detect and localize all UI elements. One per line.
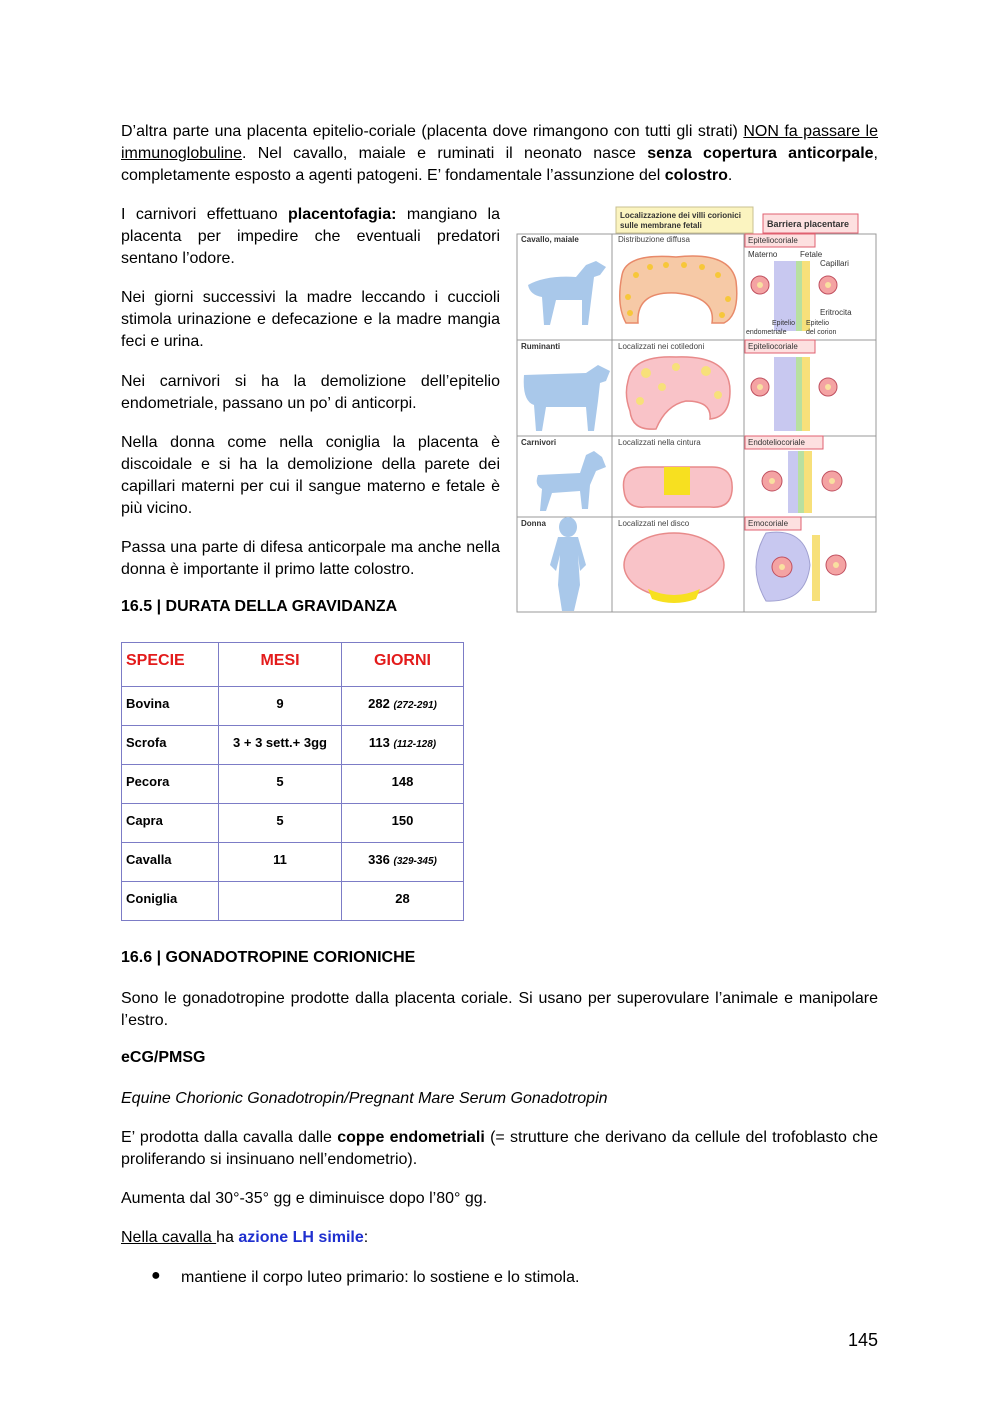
header-specie: SPECIE bbox=[122, 643, 219, 687]
intro-bold: colostro bbox=[664, 167, 728, 184]
table-row bbox=[122, 726, 464, 765]
intro-text: . Nel cavallo, maiale e ruminati il neonato nasce bbox=[241, 145, 648, 162]
figure-header-barrier: Barriera placentare bbox=[767, 219, 850, 229]
section-title-durata: 16.5 | DURATA DELLA GRAVIDANZA bbox=[121, 598, 398, 615]
cell-mesi: 3 + 3 sett.+ 3gg bbox=[219, 726, 342, 765]
row-distribution-label: Localizzati nella cintura bbox=[618, 438, 701, 447]
intro-text: D’altra parte una placenta epitelio-coriale (placenta dove rimangono con tutti gli strati) bbox=[121, 123, 744, 140]
label-capillari: Capillari bbox=[820, 259, 849, 268]
paragraph-placentofagia bbox=[121, 204, 500, 270]
cell-giorni: 336 (329-345) bbox=[342, 843, 464, 882]
header-mesi: MESI bbox=[219, 643, 342, 687]
paragraph-aumenta: Aumenta dal 30°-35° gg e diminuisce dopo l’80° gg. bbox=[121, 1190, 488, 1207]
table-header-row bbox=[122, 643, 464, 687]
text: mangiano la placenta per impedire che eventuali predatori sentano l’odore. bbox=[121, 206, 500, 267]
bullet-text: mantiene il corpo luteo primario: lo sostiene e lo stimola. bbox=[181, 1269, 580, 1286]
row-distribution-label: Localizzati nei cotiledoni bbox=[618, 342, 705, 351]
cell-giorni: 28 bbox=[342, 882, 464, 921]
intro-paragraph bbox=[121, 121, 878, 187]
table-row bbox=[122, 687, 464, 726]
label-eritrocita: Eritrocita bbox=[820, 308, 852, 317]
page-number: 145 bbox=[847, 1330, 878, 1350]
cow-icon bbox=[524, 365, 610, 431]
svg-text:endometriale: endometriale bbox=[746, 329, 787, 336]
paragraph-carnivori: Nei carnivori si ha la demolizione dell’epitelio endometriale, passano un po’ di anticorpi. bbox=[121, 373, 500, 412]
figure-header-loc-2: sulle membrane fetali bbox=[620, 221, 702, 230]
row-barrier-label: Epiteliocoriale bbox=[748, 342, 798, 351]
table-row bbox=[122, 882, 464, 921]
table-row bbox=[122, 843, 464, 882]
cell-giorni: 113 (112-128) bbox=[342, 726, 464, 765]
woman-icon bbox=[550, 517, 586, 611]
cell-specie: Bovina bbox=[122, 687, 219, 726]
bold-term: placentofagia: bbox=[288, 206, 397, 223]
cell-giorni: 282 (272-291) bbox=[342, 687, 464, 726]
intro-bold: senza copertura anticorpale bbox=[647, 145, 874, 162]
intro-underlined: NON fa passare le immunoglobuline bbox=[121, 123, 879, 162]
cell-mesi: 5 bbox=[219, 765, 342, 804]
svg-text:del corion: del corion bbox=[806, 329, 837, 336]
zonary-placenta-icon bbox=[623, 467, 732, 507]
figure-header-loc-1: Localizzazione dei villi corionici bbox=[620, 211, 741, 220]
placenta-figure bbox=[516, 205, 877, 613]
text: I carnivori effettuano bbox=[121, 206, 288, 223]
paragraph-azione-lh: Nella cavalla ha azione LH simile: bbox=[121, 1229, 369, 1246]
label-materno: Materno bbox=[748, 250, 778, 259]
paragraph-gonadotropine: Sono le gonadotropine prodotte dalla placenta coriale. Si usano per superovulare l’animale e manipolare l’estro. bbox=[121, 990, 878, 1029]
horse-icon bbox=[528, 261, 606, 325]
intro-text: . bbox=[727, 167, 733, 184]
barrier-diagram bbox=[746, 250, 852, 601]
label-fetale: Fetale bbox=[800, 250, 823, 259]
row-distribution-label: Distribuzione diffusa bbox=[618, 235, 690, 244]
subheading-ecg: eCG/PMSG bbox=[121, 1049, 206, 1066]
dog-icon bbox=[537, 451, 606, 511]
cell-specie: Coniglia bbox=[122, 882, 219, 921]
diffuse-placenta-icon bbox=[620, 256, 737, 323]
gestation-table bbox=[121, 642, 464, 921]
row-barrier-label: Endoteliocoriale bbox=[748, 438, 805, 447]
cotyledonary-placenta-icon bbox=[626, 357, 730, 429]
row-barrier-label: Epiteliocoriale bbox=[748, 236, 798, 245]
header-giorni: GIORNI bbox=[342, 643, 464, 687]
cell-specie: Cavalla bbox=[122, 843, 219, 882]
svg-text:Epitelio: Epitelio bbox=[772, 320, 795, 327]
row-animal-label: Cavallo, maiale bbox=[521, 235, 579, 244]
paragraph-cuccioli: Nei giorni successivi la madre leccando i cuccioli stimola urinazione e defecazione e la madre mangia feci e urina. bbox=[121, 289, 500, 350]
italic-definition: Equine Chorionic Gonadotropin/Pregnant Mare Serum Gonadotropin bbox=[121, 1090, 608, 1107]
table-row bbox=[122, 765, 464, 804]
discoid-placenta-icon bbox=[624, 533, 724, 603]
row-distribution-label: Localizzati nel disco bbox=[618, 519, 690, 528]
bold-term: coppe endometriali bbox=[337, 1129, 485, 1146]
blue-term: azione LH simile bbox=[238, 1229, 364, 1246]
paragraph-donna: Nella donna come nella coniglia la placenta è discoidale e si ha la demolizione della parete dei capillari materni per cui il sangue materno e fetale è più vicino. bbox=[121, 434, 500, 517]
cell-mesi: 11 bbox=[219, 843, 342, 882]
cell-specie: Capra bbox=[122, 804, 219, 843]
row-animal-label: Ruminanti bbox=[521, 342, 561, 351]
table-row bbox=[122, 804, 464, 843]
row-animal-label: Carnivori bbox=[521, 438, 557, 447]
section-title-gonadotropine: 16.6 | GONADOTROPINE CORIONICHE bbox=[121, 949, 416, 966]
cell-mesi: 9 bbox=[219, 687, 342, 726]
paragraph-coppe: E’ prodotta dalla cavalla dalle coppe endometriali (= strutture che derivano da cellule del trofoblasto che proliferando si insinuano nell’endometrio). bbox=[121, 1129, 878, 1168]
intro-text: , completamente esposto a agenti patogeni. E’ fondamentale l’assunzione del bbox=[121, 145, 878, 184]
bullet-icon: ● bbox=[151, 1267, 161, 1284]
cell-specie: Scrofa bbox=[122, 726, 219, 765]
cell-mesi: 5 bbox=[219, 804, 342, 843]
svg-text:Epitelio: Epitelio bbox=[806, 320, 829, 327]
row-animal-label: Donna bbox=[521, 519, 546, 528]
cell-mesi bbox=[219, 882, 342, 921]
paragraph-colostro: Passa una parte di difesa anticorpale ma anche nella donna è importante il primo latte colostro. bbox=[121, 539, 500, 578]
cell-giorni: 150 bbox=[342, 804, 464, 843]
row-barrier-label: Emocoriale bbox=[748, 519, 789, 528]
cell-giorni: 148 bbox=[342, 765, 464, 804]
cell-specie: Pecora bbox=[122, 765, 219, 804]
